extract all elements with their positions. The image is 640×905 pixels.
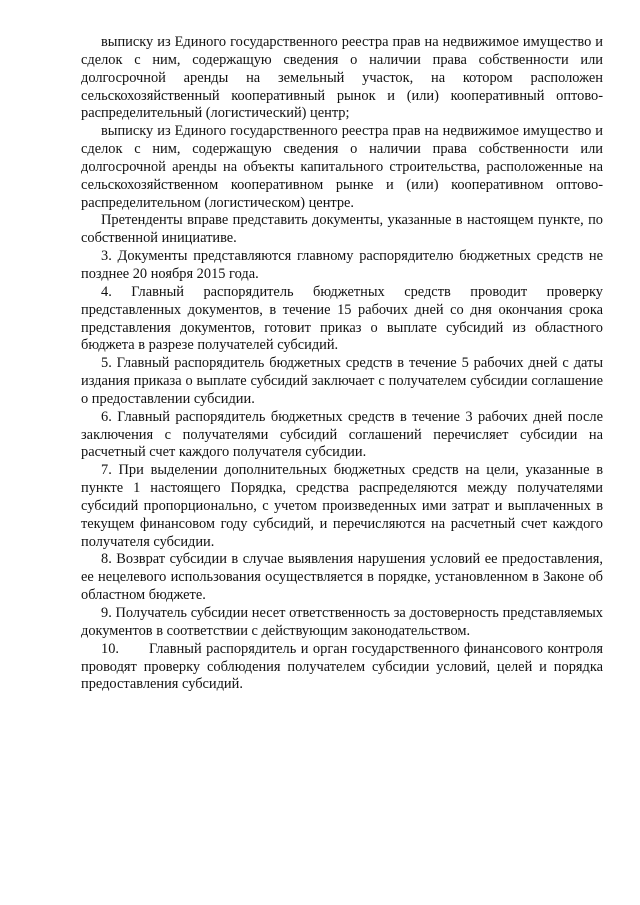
paragraph-extract-land-rights: выписку из Единого государственного реестра прав на недвижимое имущество и сделок с ним, содержащую сведения о наличии права собственности или долгосрочной аренды на земельный участок, на котором расположен сельскохозяйственный кооперативный рынок и (или) кооперативный оптово-распределительный (логистический) центр; <box>81 34 603 122</box>
item-10-text: Главный распорядитель и орган государственного финансового контроля проводят проверку соблюдения получателем субсидии условий, целей и порядка предоставления субсидий. <box>81 640 603 693</box>
item-10-number: 10. <box>101 640 119 657</box>
paragraph-item-10 <box>81 641 603 695</box>
paragraph-item-7: 7. При выделении дополнительных бюджетных средств на цели, указанные в пункте 1 настоящего Порядка, средства распределяются между получателями субсидий пропорционально, с учетом произведенных ими затрат и выплаченных в текущем финансовом году субсидий, и перечисляются на расчетный счет каждого получателя субсидии. <box>81 462 603 550</box>
paragraph-item-5: 5. Главный распорядитель бюджетных средств в течение 5 рабочих дней с даты издания приказа о выплате субсидий заключает с получателем субсидии соглашение о предоставлении субсидии. <box>81 355 603 407</box>
paragraph-item-8: 8. Возврат субсидии в случае выявления нарушения условий ее предоставления, ее нецелевого использования осуществляется в порядке, установленном в Законе об областном бюджете. <box>81 551 603 604</box>
paragraph-item-3: 3. Документы представляются главному распорядителю бюджетных средств не позднее 20 ноября 2015 года. <box>81 248 603 282</box>
paragraph-item-6: 6. Главный распорядитель бюджетных средств в течение 3 рабочих дней после заключения с получателями субсидий соглашений перечисляет субсидии на расчетный счет каждого получателя субсидии. <box>81 408 603 461</box>
paragraph-own-initiative: Претенденты вправе представить документы, указанные в настоящем пункте, по собственной инициативе. <box>81 212 603 247</box>
paragraph-item-4: 4. Главный распорядитель бюджетных средств проводит проверку представленных документов, в течение 15 рабочих дней со дня окончания срока представления документов, готовит приказ о выплате субсидий из областного бюджета в разрезе получателей субсидий. <box>81 283 603 354</box>
document-body <box>81 34 603 694</box>
paragraph-item-9: 9. Получатель субсидии несет ответственность за достоверность представляемых документов в соответствии с действующим законодательством. <box>81 605 603 639</box>
paragraph-extract-construction-rights: выписку из Единого государственного реестра прав на недвижимое имущество и сделок с ним, содержащую сведения о наличии права собственности или долгосрочной аренды на объекты капитального строительства, расположенные на сельскохозяйственном кооперативном рынке и (или) кооперативном оптово-распределительном (логистическом) центре. <box>81 123 603 211</box>
